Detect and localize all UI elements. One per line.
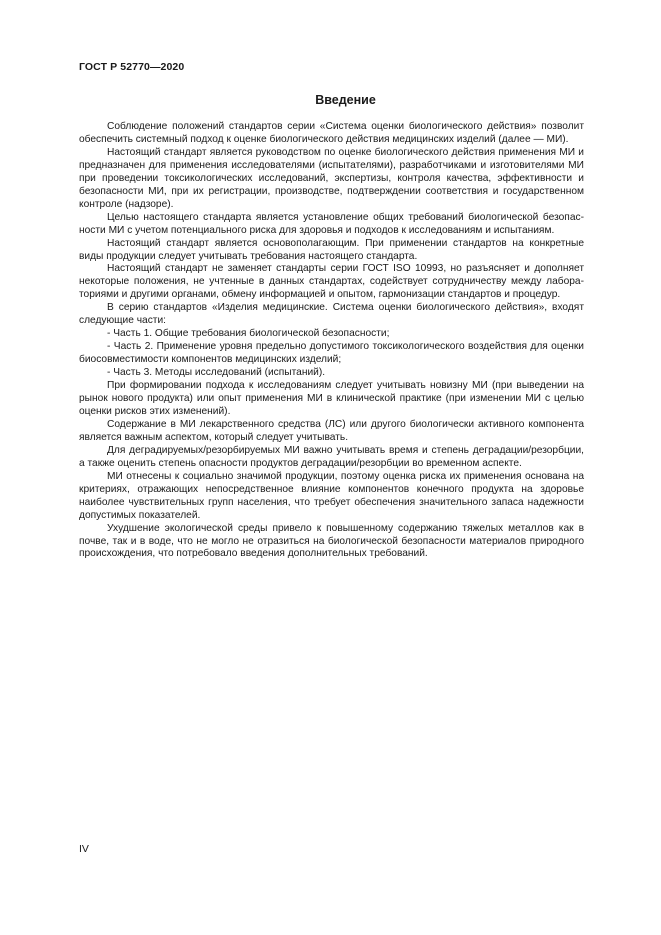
paragraph: Для деградируемых/резорбируемых МИ важно учитывать время и степень деградации/резорбции, а также оценить степень опасности продуктов деградации/резорбции во временном аспекте.	[79, 444, 584, 469]
list-item: - Часть 3. Методы исследований (испытаний).	[107, 367, 326, 379]
paragraph: Настоящий стандарт не заменяет стандарты серии ГОСТ ISO 10993, но разъясняет и дополняет некоторые положения, не учтенные в данных стандартах, содействует сотрудничеству между лабораториями и другими органами, обмену информацией и опытом, гармонизации стандартов и процедур.	[79, 263, 584, 301]
section-title: Введение	[315, 93, 376, 107]
paragraph: При формировании подхода к исследованиям следует учитывать новизну МИ (при выведении на рынок нового продукта) или опыт применения МИ в клинической практике (при изменении МИ с целью оценки рисков этих изменений).	[79, 380, 584, 417]
list-item: - Часть 2. Применение уровня предельно допустимого токсикологического воздействия для оценки биосовместимости компонентов медицинских изделий;	[79, 341, 584, 366]
paragraph: В серию стандартов «Изделия медицинские. Система оценки биологического действия», входят следующие части:	[79, 302, 584, 327]
paragraph: Настоящий стандарт является руководством по оценке биологического действия применения МИ и предназначен для применения исследователями (испытателями), разработчиками и изготовителями МИ при проведении токсикологических исследований, экспертизы, контроля качества, эффективности и безопасности МИ, при их регистрации, производстве, подтверждении соответствия и государственном контроле (надзоре).	[79, 146, 584, 210]
paragraph: Целью настоящего стандарта является установление общих требований биологической безопасности МИ с учетом потенциального риска для здоровья и подходов к исследованиям и испытаниям.	[79, 211, 584, 236]
paragraph: Соблюдение положений стандартов серии «Система оценки биологического действия» позволит обеспечить системный подход к оценке биологического действия медицинских изделий (далее — МИ).	[79, 121, 584, 145]
page-number: IV	[79, 843, 89, 855]
paragraph: Содержание в МИ лекарственного средства (ЛС) или другого биологически активного компонента является важным аспектом, который следует учитывать.	[79, 418, 584, 443]
paragraph: МИ отнесены к социально значимой продукции, поэтому оценка риска их применения основана на критериях, отражающих непосредственное влияние компонентов конечного продукта на здоровье наиболее чувствительных групп населения, что требует обеспечения значительного запаса надежности допустимых показателей.	[79, 470, 584, 521]
list-item: - Часть 1. Общие требования биологической безопасности;	[107, 328, 390, 340]
paragraph: Ухудшение экологической среды привело к повышенному содержанию тяжелых металлов как в почве, так и в воде, что не могло не отразиться на биологической безопасности материалов природного происхождения, что потребовало введения дополнительных требований.	[79, 522, 584, 560]
paragraph: Настоящий стандарт является основополагающим. При применении стандартов на конкретные виды продукции следует учитывать требования настоящего стандарта.	[79, 237, 584, 262]
body-text	[79, 121, 584, 561]
document-code: ГОСТ Р 52770—2020	[79, 61, 185, 73]
